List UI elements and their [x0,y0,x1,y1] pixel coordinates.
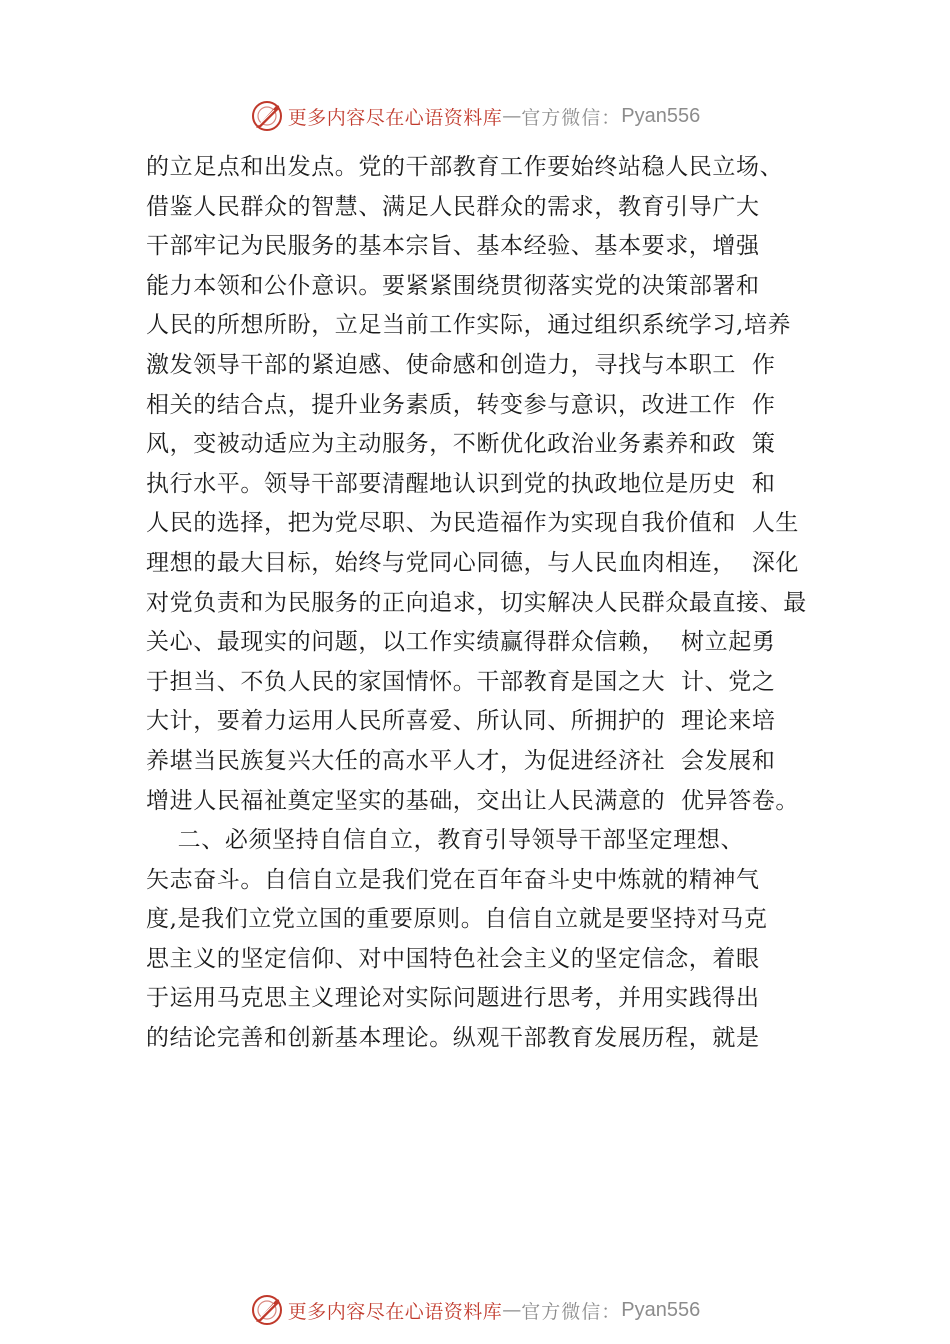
text-line: 关心、最现实的问题，以工作实绩赢得群众信赖， 树立起勇 [146,629,776,656]
text-line: 人民的选择，把为党尽职、为民造福作为实现自我价值和 人生 [146,510,800,537]
watermark-wechat-label: 官方微信： [521,1300,622,1323]
text-line: 人民的所想所盼，立足当前工作实际，通过组织系统学习,培养 [146,312,792,339]
footer-watermark [0,1290,950,1330]
text-line: 于运用马克思主义理论对实际问题进行思考，并用实践得出 [146,985,760,1012]
watermark-main-text: 更多内容尽在心语资料库 [287,1300,503,1323]
text-line: 的结论完善和创新基本理论。纵观干部教育发展历程，就是 [146,1025,760,1052]
text-line: 对党负责和为民服务的正向追求，切实解决人民群众最直接、最 [146,589,807,616]
document-body [146,148,836,1059]
watermark-separator: — [502,1299,522,1321]
text-line: 养堪当民族复兴大任的高水平人才，为促进经济社 会发展和 [146,747,776,774]
text-line: 激发领导干部的紧迫感、使命感和创造力，寻找与本职工 作 [146,351,776,378]
watermark-wechat-id: Pyan556 [621,104,701,127]
text-line: 的立足点和出发点。党的干部教育工作要始终站稳人民立场、 [146,154,784,180]
watermark-separator: — [502,105,522,127]
text-line: 干部牢记为民服务的基本宗旨、基本经验、基本要求，增强 [146,233,760,260]
text-line: 风，变被动适应为主动服务，不断优化政治业务素养和政 策 [146,431,776,458]
watermark-wechat-id: Pyan556 [621,1298,701,1321]
text-line: 执行水平。领导干部要清醒地认识到党的执政地位是历史 和 [146,470,776,497]
quill-seal-icon [250,1293,284,1327]
text-line: 大计，要着力运用人民所喜爱、所认同、所拥护的 理论来培 [146,708,776,735]
text-line: 于担当、不负人民的家国情怀。干部教育是国之大 计、党之 [146,668,776,695]
text-line: 借鉴人民群众的智慧、满足人民群众的需求，教育引导广大 [146,193,760,220]
watermark-wechat-label: 官方微信： [521,106,622,129]
text-line: 能力本领和公仆意识。要紧紧围绕贯彻落实党的决策部署和 [146,272,760,299]
section-heading-line: 二、必须坚持自信自立，教育引导领导干部坚定理想、 [146,827,745,854]
watermark-main-text: 更多内容尽在心语资料库 [287,106,503,129]
text-line: 思主义的坚定信仰、对中国特色社会主义的坚定信念，着眼 [146,945,760,972]
text-line: 矢志奋斗。自信自立是我们党在百年奋斗史中炼就的精神气 [146,866,760,893]
text-line: 理想的最大目标，始终与党同心同德，与人民血肉相连， 深化 [146,549,800,576]
text-line: 增进人民福祉奠定坚实的基础，交出让人民满意的 优异答卷。 [146,787,800,814]
text-line: 相关的结合点，提升业务素质，转变参与意识，改进工作 作 [146,391,776,418]
text-line: 度,是我们立党立国的重要原则。自信自立就是要坚持对马克 [146,906,768,933]
header-watermark [0,96,950,136]
quill-seal-icon [250,99,284,133]
